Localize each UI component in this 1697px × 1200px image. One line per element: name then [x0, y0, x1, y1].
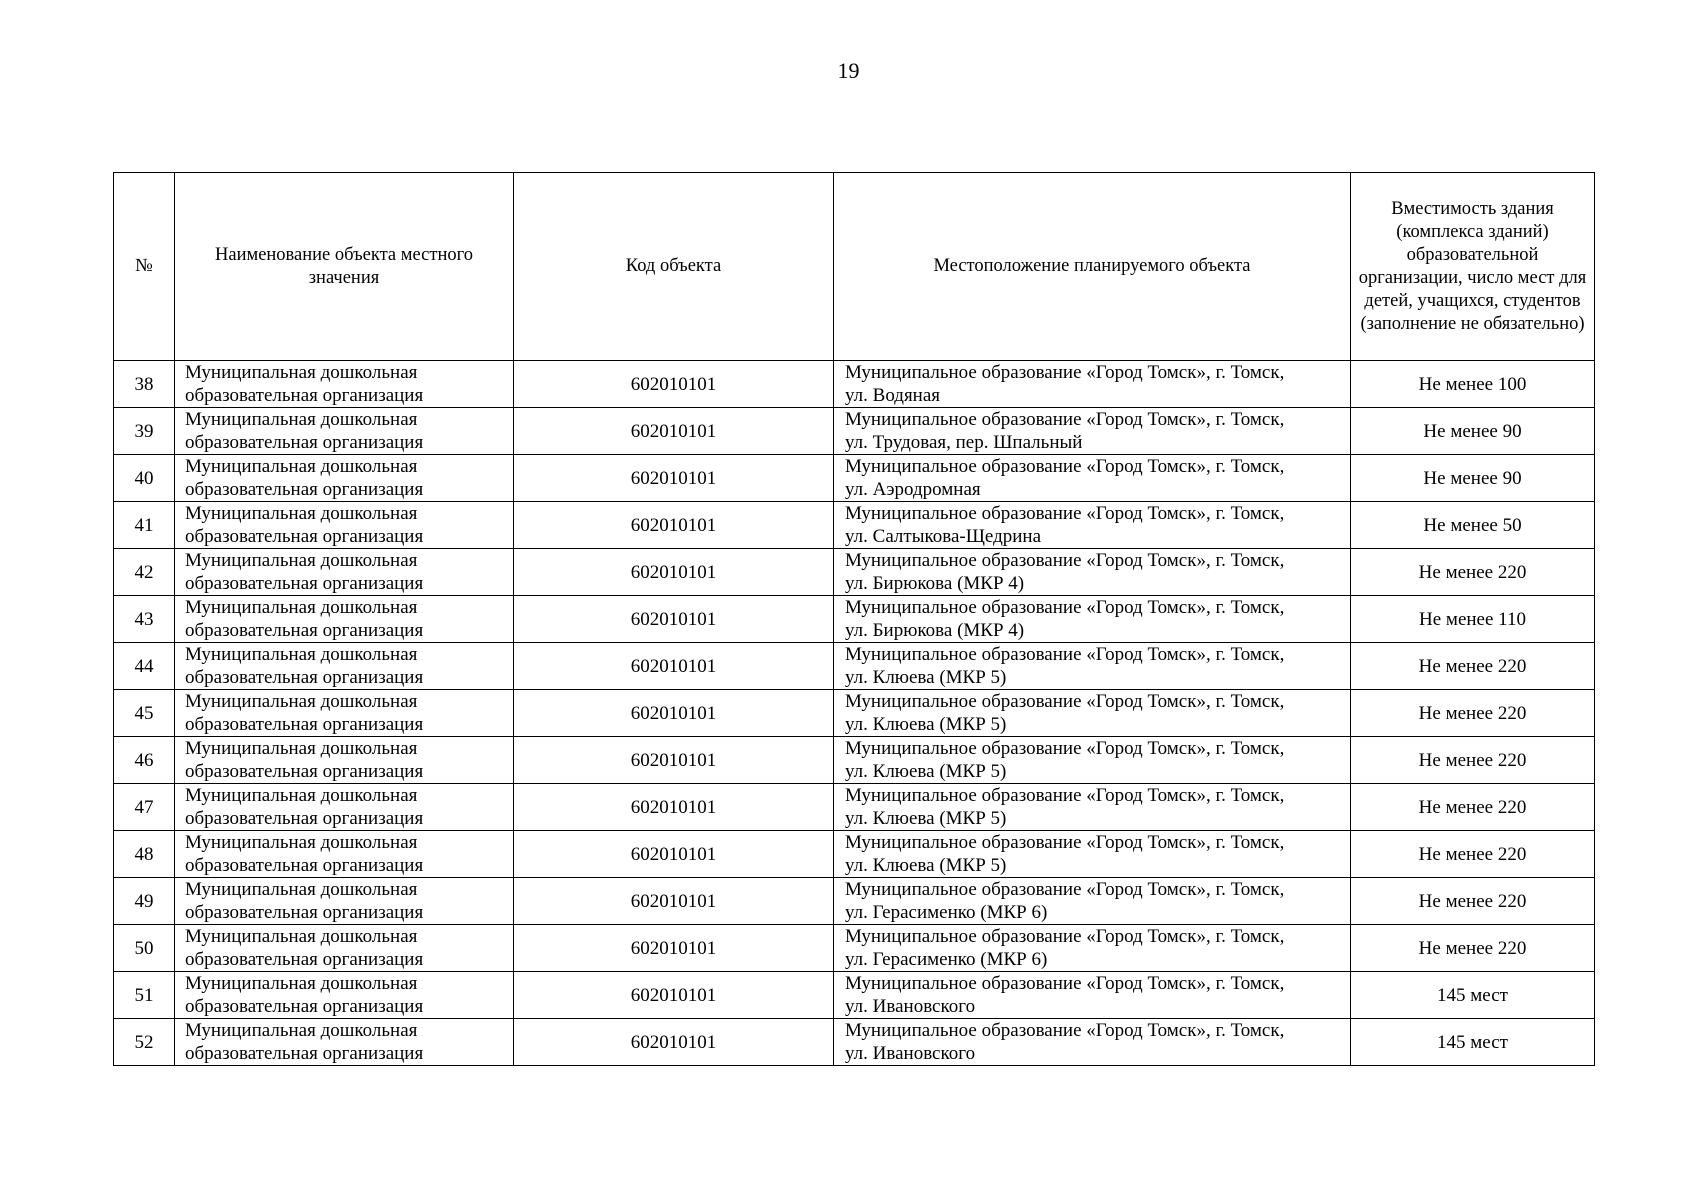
object-code: 602010101 [514, 643, 834, 690]
object-name-line-1: Муниципальная дошкольная [185, 926, 418, 947]
location-cell [834, 1019, 1351, 1066]
object-code: 602010101 [514, 690, 834, 737]
location-line-2: ул. Ивановского [845, 1043, 976, 1064]
object-name-line-2: образовательная организация [185, 855, 424, 876]
object-code: 602010101 [514, 925, 834, 972]
object-code: 602010101 [514, 972, 834, 1019]
row-number: 52 [114, 1019, 175, 1066]
location-line-2: ул. Ивановского [845, 996, 976, 1017]
object-name-cell [175, 361, 514, 408]
capacity-value: Не менее 220 [1351, 690, 1595, 737]
location-cell [834, 408, 1351, 455]
location-line-1: Муниципальное образование «Город Томск», г. Томск, [845, 973, 1285, 994]
object-name-cell [175, 596, 514, 643]
object-name-line-2: образовательная организация [185, 573, 424, 594]
location-line-1: Муниципальное образование «Город Томск», г. Томск, [845, 503, 1285, 524]
object-code: 602010101 [514, 408, 834, 455]
location-line-1: Муниципальное образование «Город Томск», г. Томск, [845, 597, 1285, 618]
object-name-cell [175, 878, 514, 925]
object-code: 602010101 [514, 455, 834, 502]
objects-table [113, 172, 1595, 1066]
row-number: 41 [114, 502, 175, 549]
location-line-1: Муниципальное образование «Город Томск», г. Томск, [845, 879, 1285, 900]
object-code: 602010101 [514, 878, 834, 925]
table-row [114, 1019, 1595, 1066]
header-row [114, 173, 1595, 361]
table-body [114, 361, 1595, 1066]
location-cell [834, 596, 1351, 643]
capacity-value: 145 мест [1351, 972, 1595, 1019]
table-header [114, 173, 1595, 361]
location-line-2: ул. Бирюкова (МКР 4) [845, 573, 1025, 594]
location-cell [834, 878, 1351, 925]
object-name-cell [175, 549, 514, 596]
capacity-value: Не менее 220 [1351, 549, 1595, 596]
object-name-line-1: Муниципальная дошкольная [185, 503, 418, 524]
object-code: 602010101 [514, 737, 834, 784]
object-name-line-1: Муниципальная дошкольная [185, 409, 418, 430]
capacity-value: Не менее 110 [1351, 596, 1595, 643]
object-name-line-1: Муниципальная дошкольная [185, 785, 418, 806]
capacity-value: Не менее 90 [1351, 408, 1595, 455]
location-line-1: Муниципальное образование «Город Томск», г. Томск, [845, 926, 1285, 947]
object-name-line-2: образовательная организация [185, 949, 424, 970]
table-row [114, 455, 1595, 502]
location-cell [834, 925, 1351, 972]
table-row [114, 690, 1595, 737]
location-line-1: Муниципальное образование «Город Томск», г. Томск, [845, 644, 1285, 665]
table-row [114, 408, 1595, 455]
row-number: 40 [114, 455, 175, 502]
object-name-line-1: Муниципальная дошкольная [185, 362, 418, 383]
table-row [114, 878, 1595, 925]
object-name-cell [175, 408, 514, 455]
row-number: 49 [114, 878, 175, 925]
header-location: Местоположение планируемого объекта [834, 173, 1351, 361]
header-code: Код объекта [514, 173, 834, 361]
table-row [114, 596, 1595, 643]
location-cell [834, 549, 1351, 596]
location-line-2: ул. Салтыкова-Щедрина [845, 526, 1042, 547]
table-row [114, 737, 1595, 784]
object-code: 602010101 [514, 361, 834, 408]
object-name-line-2: образовательная организация [185, 996, 424, 1017]
object-name-line-2: образовательная организация [185, 620, 424, 641]
location-line-1: Муниципальное образование «Город Томск», г. Томск, [845, 1020, 1285, 1041]
location-cell [834, 643, 1351, 690]
capacity-value: Не менее 220 [1351, 925, 1595, 972]
object-name-line-1: Муниципальная дошкольная [185, 456, 418, 477]
capacity-value: Не менее 100 [1351, 361, 1595, 408]
capacity-value: Не менее 220 [1351, 737, 1595, 784]
object-name-line-1: Муниципальная дошкольная [185, 644, 418, 665]
row-number: 51 [114, 972, 175, 1019]
location-cell [834, 361, 1351, 408]
object-name-cell [175, 690, 514, 737]
object-name-line-2: образовательная организация [185, 385, 424, 406]
location-cell [834, 502, 1351, 549]
object-name-line-1: Муниципальная дошкольная [185, 597, 418, 618]
row-number: 43 [114, 596, 175, 643]
object-name-line-1: Муниципальная дошкольная [185, 832, 418, 853]
object-name-line-2: образовательная организация [185, 526, 424, 547]
location-line-1: Муниципальное образование «Город Томск», г. Томск, [845, 550, 1285, 571]
row-number: 42 [114, 549, 175, 596]
header-num: № [114, 173, 175, 361]
table-row [114, 502, 1595, 549]
location-line-2: ул. Трудовая, пер. Шпальный [845, 432, 1083, 453]
object-code: 602010101 [514, 831, 834, 878]
table-row [114, 784, 1595, 831]
table-row [114, 643, 1595, 690]
row-number: 46 [114, 737, 175, 784]
row-number: 44 [114, 643, 175, 690]
object-code: 602010101 [514, 549, 834, 596]
object-code: 602010101 [514, 502, 834, 549]
capacity-value: Не менее 220 [1351, 831, 1595, 878]
object-name-line-2: образовательная организация [185, 808, 424, 829]
location-cell [834, 690, 1351, 737]
location-line-1: Муниципальное образование «Город Томск», г. Томск, [845, 362, 1285, 383]
object-name-line-2: образовательная организация [185, 479, 424, 500]
location-line-1: Муниципальное образование «Город Томск», г. Томск, [845, 456, 1285, 477]
location-line-2: ул. Клюева (МКР 5) [845, 761, 1007, 782]
object-name-line-2: образовательная организация [185, 902, 424, 923]
location-line-2: ул. Герасименко (МКР 6) [845, 902, 1048, 923]
row-number: 38 [114, 361, 175, 408]
location-line-2: ул. Аэродромная [845, 479, 981, 500]
table-row [114, 972, 1595, 1019]
capacity-value: Не менее 220 [1351, 784, 1595, 831]
row-number: 50 [114, 925, 175, 972]
object-code: 602010101 [514, 596, 834, 643]
object-name-line-1: Муниципальная дошкольная [185, 879, 418, 900]
table-row [114, 361, 1595, 408]
object-name-line-1: Муниципальная дошкольная [185, 1020, 418, 1041]
location-cell [834, 972, 1351, 1019]
location-line-1: Муниципальное образование «Город Томск», г. Томск, [845, 785, 1285, 806]
header-capacity: Вместимость здания (комплекса зданий) образовательной организации, число мест для детей, учащихся, студентов (заполнение не обязательно) [1351, 173, 1595, 361]
object-name-cell [175, 925, 514, 972]
location-line-2: ул. Водяная [845, 385, 941, 406]
row-number: 48 [114, 831, 175, 878]
location-line-2: ул. Клюева (МКР 5) [845, 714, 1007, 735]
object-name-cell [175, 737, 514, 784]
capacity-value: Не менее 50 [1351, 502, 1595, 549]
object-name-line-1: Муниципальная дошкольная [185, 550, 418, 571]
location-line-2: ул. Герасименко (МКР 6) [845, 949, 1048, 970]
location-cell [834, 831, 1351, 878]
capacity-value: Не менее 220 [1351, 878, 1595, 925]
location-line-2: ул. Бирюкова (МКР 4) [845, 620, 1025, 641]
object-name-cell [175, 1019, 514, 1066]
object-name-line-2: образовательная организация [185, 432, 424, 453]
location-line-2: ул. Клюева (МКР 5) [845, 855, 1007, 876]
object-name-line-2: образовательная организация [185, 761, 424, 782]
object-code: 602010101 [514, 1019, 834, 1066]
location-cell [834, 784, 1351, 831]
object-name-line-2: образовательная организация [185, 1043, 424, 1064]
capacity-value: 145 мест [1351, 1019, 1595, 1066]
location-line-1: Муниципальное образование «Город Томск», г. Томск, [845, 738, 1285, 759]
object-name-cell [175, 831, 514, 878]
table-row [114, 925, 1595, 972]
object-code: 602010101 [514, 784, 834, 831]
row-number: 45 [114, 690, 175, 737]
location-line-1: Муниципальное образование «Город Томск», г. Томск, [845, 691, 1285, 712]
row-number: 47 [114, 784, 175, 831]
capacity-value: Не менее 220 [1351, 643, 1595, 690]
location-line-1: Муниципальное образование «Город Томск», г. Томск, [845, 409, 1285, 430]
location-cell [834, 455, 1351, 502]
object-name-cell [175, 455, 514, 502]
object-name-cell [175, 972, 514, 1019]
header-name: Наименование объекта местного значения [175, 173, 514, 361]
table-row [114, 549, 1595, 596]
location-line-2: ул. Клюева (МКР 5) [845, 808, 1007, 829]
object-name-cell [175, 502, 514, 549]
row-number: 39 [114, 408, 175, 455]
object-name-line-2: образовательная организация [185, 714, 424, 735]
location-line-1: Муниципальное образование «Город Томск», г. Томск, [845, 832, 1285, 853]
location-line-2: ул. Клюева (МКР 5) [845, 667, 1007, 688]
object-name-line-2: образовательная организация [185, 667, 424, 688]
capacity-value: Не менее 90 [1351, 455, 1595, 502]
table-row [114, 831, 1595, 878]
object-name-cell [175, 643, 514, 690]
object-name-line-1: Муниципальная дошкольная [185, 973, 418, 994]
object-name-line-1: Муниципальная дошкольная [185, 738, 418, 759]
object-name-cell [175, 784, 514, 831]
object-name-line-1: Муниципальная дошкольная [185, 691, 418, 712]
location-cell [834, 737, 1351, 784]
page-number: 19 [837, 58, 860, 83]
